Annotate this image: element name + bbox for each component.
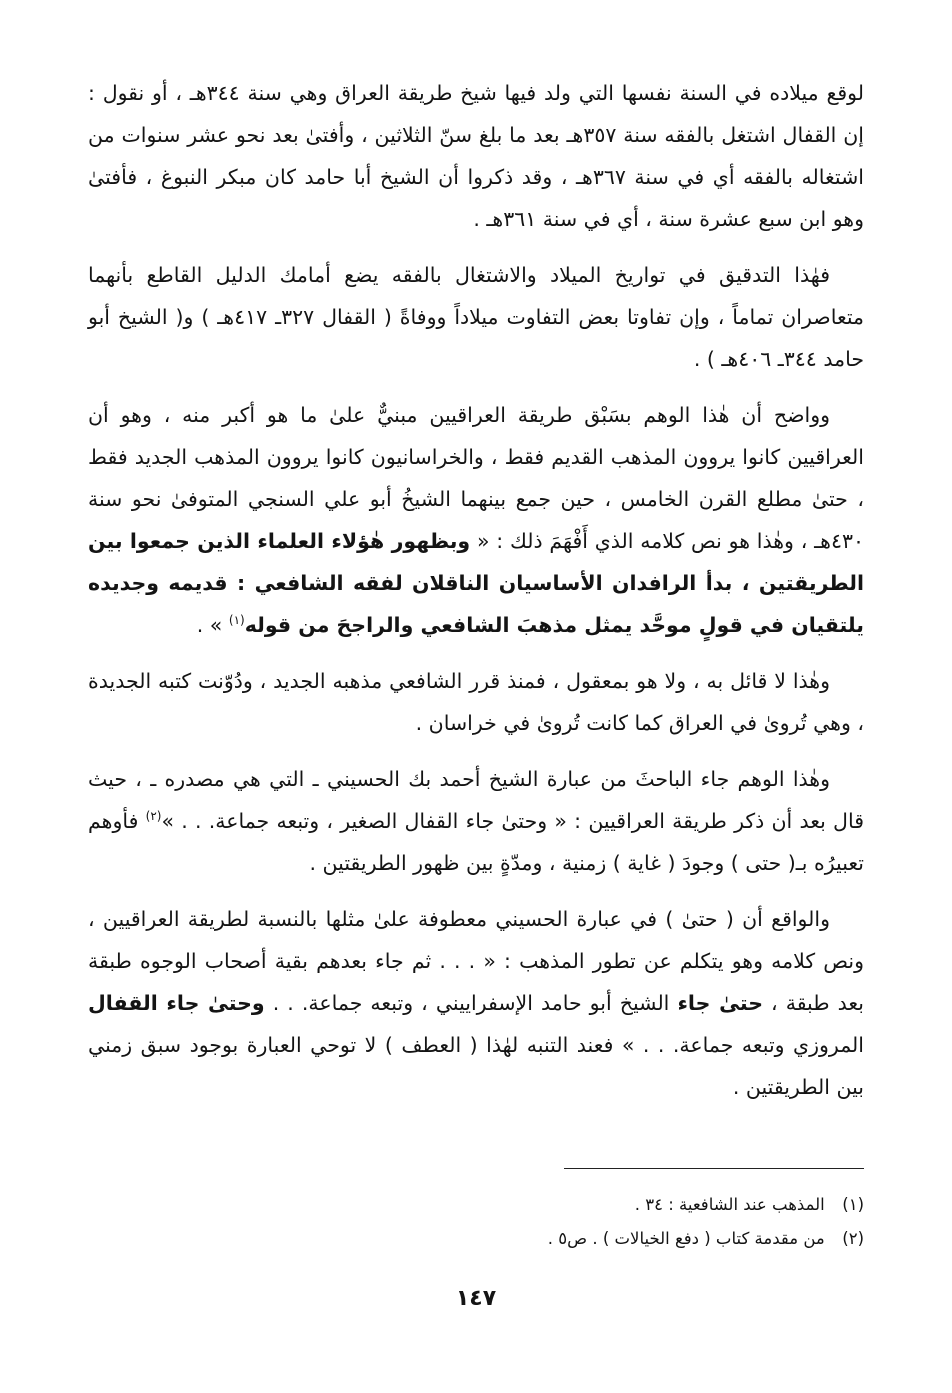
page-number: ١٤٧: [455, 1286, 497, 1311]
footnote-ref: (٢): [145, 809, 162, 824]
paragraph: [88, 898, 864, 1108]
footnote: [300, 1188, 864, 1222]
paragraph-text: فأوهم تعبيرُه بـ( حتى ) وجودَ ( غاية ) زمنية ، ومدّةٍ بين ظهور الطريقتين .: [88, 809, 864, 875]
paragraph: وهٰذا لا قائل به ، ولا هو بمعقول ، فمنذ قرر الشافعي مذهبه الجديد ، ودُوّنت كتبه الجديدة ، وهي تُروىٰ في العراق كما كانت تُروىٰ في خراسان .: [88, 669, 864, 735]
footnote-divider: [564, 1168, 864, 1169]
footnote-number: (٢): [842, 1229, 864, 1248]
footnotes: [300, 1188, 864, 1256]
main-text: [88, 72, 864, 1108]
paragraph-text: المروزي وتبعه جماعة. . . » فعند التنبه لهٰذا ( العطف ) لا توحي العبارة بوجود سبق زمني بين الطريقتين .: [88, 1033, 864, 1099]
footnote-ref: (١): [228, 613, 245, 628]
paragraph-text: وهٰذا الوهم جاء الباحثَ من عبارة الشيخ أحمد بك الحسيني ـ التي هي مصدره ـ ، حيث قال بعد أن ذكر طريقة العراقيين : « وحتىٰ جاء القفال الصغير ، وتبعه جماعة. . . »: [88, 767, 864, 833]
footnote-text: من مقدمة كتاب ( دفع الخيالات ) . ص٥ .: [547, 1229, 825, 1248]
paragraph: [88, 394, 864, 646]
footnote-text: المذهب عند الشافعية : ٣٤ .: [634, 1195, 825, 1214]
bold-phrase: حتىٰ جاء: [677, 991, 763, 1015]
quote-close: » .: [196, 613, 223, 637]
paragraph-text: الشيخ أبو حامد الإسفراييني ، وتبعه جماعة. . .: [272, 991, 670, 1015]
paragraph: [88, 758, 864, 884]
paragraph-text: والواقع أن ( حتىٰ ) في عبارة الحسيني معطوفة علىٰ مثلها بالنسبة لطريقة العراقيين ، ونص كلامه وهو يتكلم عن تطور المذهب : « . . . ثم جاء بعدهم بقية أصحاب الوجوه طبقة بعد طبقة ،: [88, 907, 864, 1015]
paragraph: فهٰذا التدقيق في تواريخ الميلاد والاشتغال بالفقه يضع أمامك الدليل القاطع بأنهما متعاصران تماماً ، وإن تفاوتا بعض التفاوت ميلاداً ووفاةً ( القفال ٣٢٧ـ ٤١٧هـ ) و( الشيخ أبو حامد ٣٤٤ـ ٤٠٦هـ ) .: [88, 263, 864, 371]
footnote-number: (١): [842, 1195, 864, 1214]
paragraph: لوقع ميلاده في السنة نفسها التي ولد فيها شيخ طريقة العراق وهي سنة ٣٤٤هـ ، أو نقول : إن القفال اشتغل بالفقه سنة ٣٥٧هـ بعد ما بلغ سنّ الثلاثين ، وأفتىٰ بعد نحو عشر سنوات من اشتغاله بالفقه أي في سنة ٣٦٧هـ ، وقد ذكروا أن الشيخ أبا حامد كان مبكر النبوغ ، فأفتىٰ وهو ابن سبع عشرة سنة ، أي في سنة ٣٦١هـ .: [88, 81, 864, 231]
footnote: [300, 1222, 864, 1256]
paragraph-text: وواضح أن هٰذا الوهم بسَبْق طريقة العراقيين مبنيٌّ علىٰ ما هو أكبر منه ، وهو أن العراقيين كانوا يروون المذهب القديم فقط ، والخراسانيون كانوا يروون المذهب الجديد فقط ، حتىٰ مطلع القرن الخامس ، حين جمع بينهما الشيخُ أبو علي السنجي المتوفىٰ نحو سنة ٤٣٠هـ ، وهٰذا هو نص كلامه الذي أَفْهَمَ ذلك : «: [88, 403, 864, 553]
bold-phrase: وحتىٰ جاء القفال: [88, 991, 265, 1015]
quote-bold: وبظهور هٰؤلاء العلماء الذين جمعوا بين الطريقتين ، بدأ الرافدان الأساسيان الناقلان لفقه الشافعي : قديمه وجديده يلتقيان في قولٍ موحَّد يمثل مذهبَ الشافعي والراجحَ من قوله: [88, 529, 864, 637]
